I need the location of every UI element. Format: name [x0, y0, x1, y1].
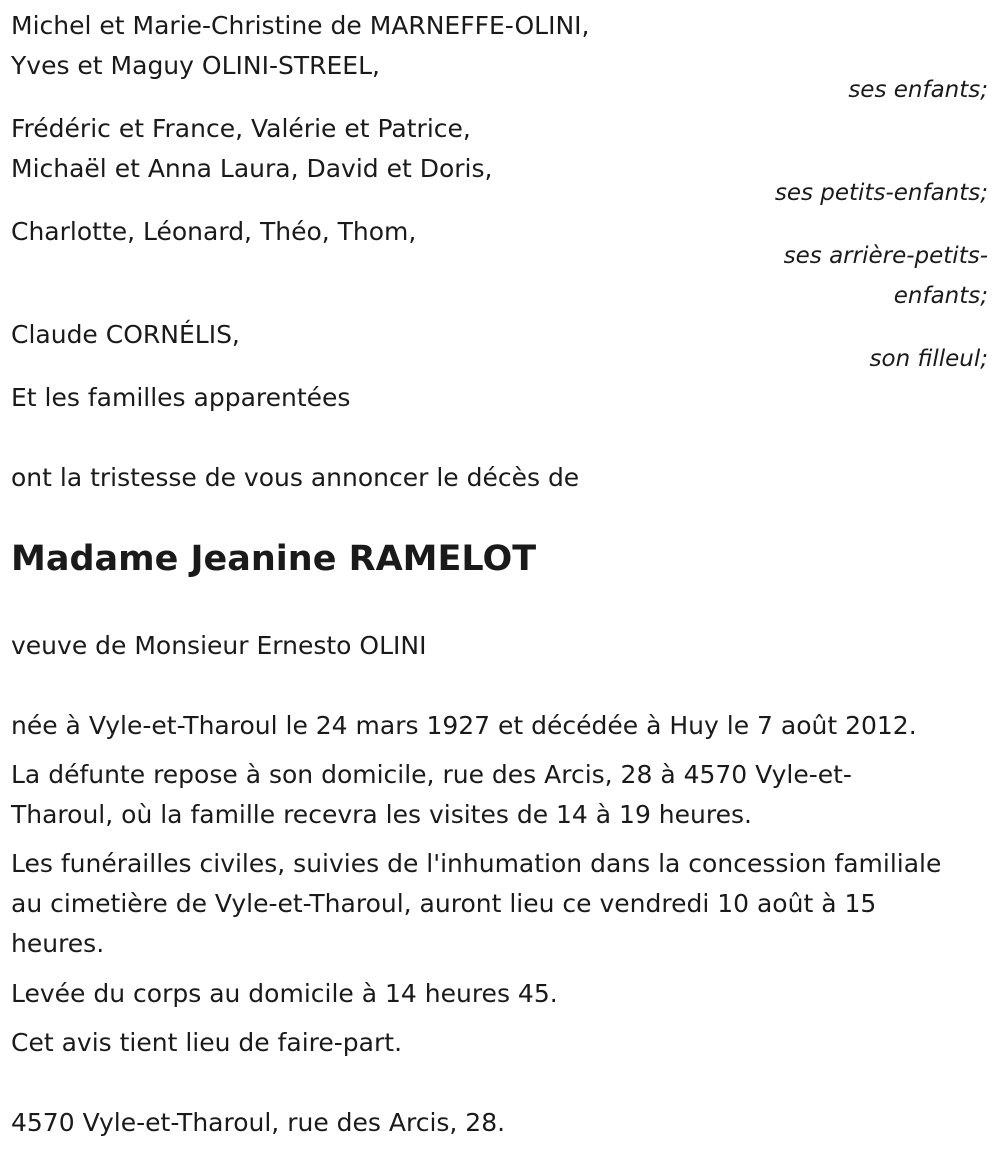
- funeral-line-3: heures.: [11, 929, 105, 958]
- birth-death-line: née à Vyle-et-Tharoul le 24 mars 1927 et décédée à Huy le 7 août 2012.: [11, 711, 917, 740]
- deceased-name: Madame Jeanine RAMELOT: [11, 539, 537, 579]
- repose-line-1: La défunte repose à son domicile, rue des Arcis, 28 à 4570 Vyle-et-: [11, 760, 852, 789]
- funeral-line-2: au cimetière de Vyle-et-Tharoul, auront lieu ce vendredi 10 août à 15: [11, 889, 877, 918]
- announcement-intro: ont la tristesse de vous annoncer le décès de: [11, 463, 580, 492]
- children-relation-label: ses enfants;: [848, 77, 988, 103]
- children-line-1: Michel et Marie-Christine de MARNEFFE-OLINI,: [11, 11, 590, 40]
- grandchildren-line-2: Michaël et Anna Laura, David et Doris,: [11, 154, 493, 183]
- grandchildren-relation-label: ses petits-enfants;: [774, 180, 988, 206]
- grandchildren-line-1: Frédéric et France, Valérie et Patrice,: [11, 114, 471, 143]
- great-grandchildren-relation-label-2: enfants;: [893, 283, 988, 309]
- godson-relation-label: son filleul;: [869, 346, 988, 372]
- levee-line: Levée du corps au domicile à 14 heures 45.: [11, 979, 558, 1008]
- great-grandchildren-relation-label-1: ses arrière-petits-: [783, 243, 988, 269]
- address-line: 4570 Vyle-et-Tharoul, rue des Arcis, 28.: [11, 1108, 506, 1137]
- great-grandchildren-line: Charlotte, Léonard, Théo, Thom,: [11, 217, 417, 246]
- funeral-line-1: Les funérailles civiles, suivies de l'inhumation dans la concession familiale: [11, 849, 942, 878]
- repose-line-2: Tharoul, où la famille recevra les visites de 14 à 19 heures.: [11, 800, 752, 829]
- notice-line: Cet avis tient lieu de faire-part.: [11, 1028, 403, 1057]
- related-families-line: Et les familles apparentées: [11, 383, 351, 412]
- children-line-2: Yves et Maguy OLINI-STREEL,: [11, 51, 380, 80]
- godson-line: Claude CORNÉLIS,: [11, 320, 240, 349]
- widow-of-line: veuve de Monsieur Ernesto OLINI: [11, 631, 427, 660]
